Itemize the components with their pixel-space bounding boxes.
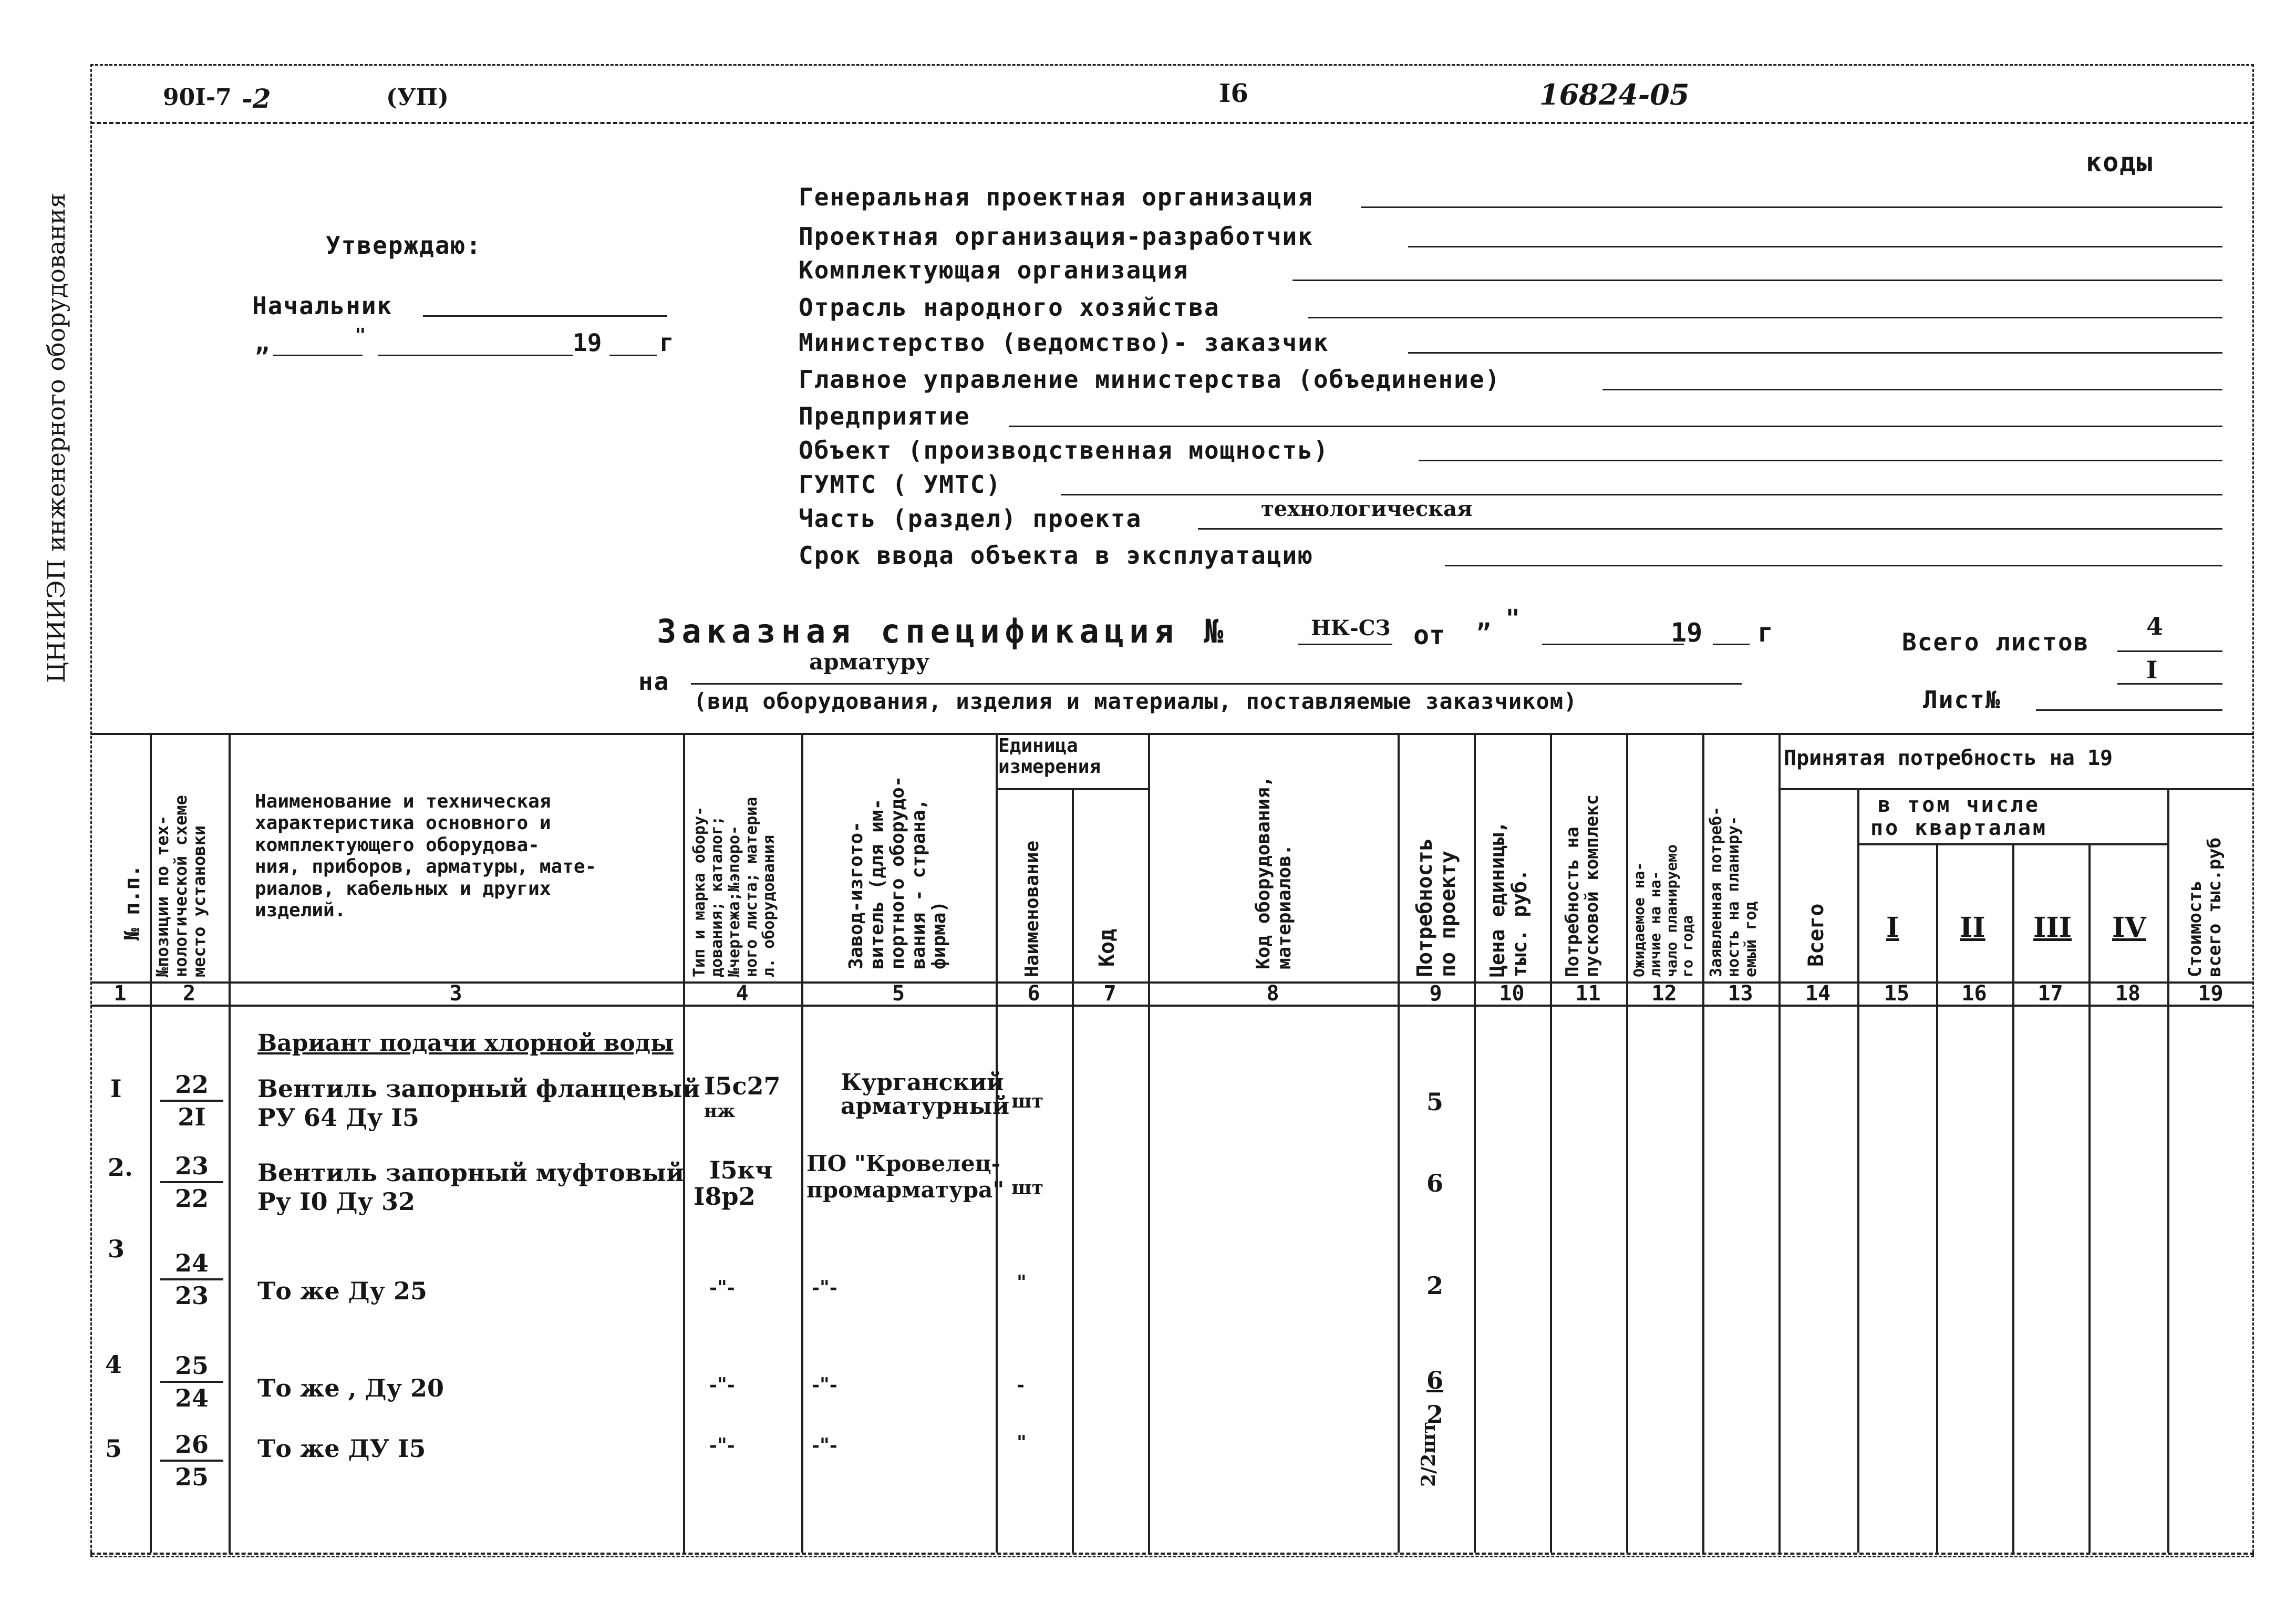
org-supply-label: Комплектующая организация [799,256,1189,284]
col-line-12 [1702,733,1704,1553]
date-close-quote: " [355,325,366,346]
col-line-17 [2088,843,2091,1553]
row-maker-1: -"- [812,1434,837,1456]
col13-header: Заявленная потреб- ность на планиру- емый год [1707,806,1760,977]
col-line-7 [1148,733,1150,1553]
row-name-1: Вентиль запорный муфтовый [257,1159,684,1187]
row-type-1: I5кч [709,1156,773,1184]
row-type-2: нж [704,1101,736,1122]
col4-header: Тип и марка обору- дования; каталог; №чертежа;№эпоро- ного листа; материа л. оборудования [690,797,778,977]
colnum: 16 [1961,981,1987,1006]
col14-header: Всего [1804,903,1828,967]
row-type-1: -"- [709,1434,735,1456]
colnum: 10 [1499,981,1525,1006]
colnum: 11 [1575,981,1601,1006]
sheet-label: Лист№ [1923,686,2001,714]
row-maker-2: промарматура" [806,1177,1005,1203]
pos-top: 25 [160,1350,223,1383]
colnum: 12 [1651,981,1677,1006]
org-ministry-line [1408,352,2222,354]
org-enterprise-label: Предприятие [799,402,970,430]
spec-subject-line [691,683,1742,685]
col-line-11 [1626,733,1628,1553]
row-unit: шт [1011,1090,1043,1112]
unit-group-header: Единица измерения [998,735,1101,778]
spec-number-line [1298,644,1392,645]
pos-top: 26 [160,1429,223,1462]
col10-header: Цена единицы, тыс. руб. [1486,821,1531,977]
spec-subject-caption: (вид оборудования, изделия и материалы, поставляемые заказчиком) [694,688,1578,714]
colnum: 1 [113,981,127,1006]
colnum: 19 [2198,981,2223,1006]
colnum: 18 [2115,981,2141,1006]
total-sheets-label: Всего листов [1902,628,2090,656]
spec-number: НК-СЗ [1311,616,1391,640]
row-qty: 2 [1426,1271,1444,1300]
org-ministry-label: Министерство (ведомство)- заказчик [799,328,1329,357]
col6-header: Наименование [1021,840,1043,977]
table-top-border [90,733,2254,735]
spec-year-suffix: г [1757,617,1774,648]
row5-note: 2/2шт [1418,1421,1440,1487]
doc-code: 90I-7 [163,84,232,111]
row-position [160,1429,223,1492]
quarter-2-header: II [1960,912,1985,944]
col-line-2 [229,733,231,1553]
row-number: 4 [105,1350,122,1379]
row-name-1: Вентиль запорный фланцевый [257,1074,700,1103]
col-line-4 [801,733,803,1553]
col5-header: Завод-изгото- витель (для им- портного оборудо- вания - страна, фирма) [845,776,950,969]
sheet-no-top-line [2117,683,2222,685]
colnum: 9 [1429,981,1442,1006]
total-sheets-value: 4 [2146,612,2164,640]
col-line-8 [1398,733,1400,1553]
org-branch-line [1308,317,2222,318]
row-maker-1: -"- [812,1277,837,1299]
spec-na: на [638,667,670,696]
col11-header: Потребность на пусковой комплекс [1562,794,1603,977]
spec-from: от [1413,620,1445,650]
row-maker-1: ПО "Кровелец- [806,1151,1001,1176]
col7-header: Код [1095,928,1119,967]
row-maker-1: Курганский [841,1069,1004,1096]
table-bottom-edge [90,1553,2254,1555]
pos-bottom: 22 [174,1184,209,1213]
quarter-1-header: I [1886,912,1899,944]
sheet-label-line [2036,709,2222,711]
colnum: 2 [182,981,196,1006]
org-term-line [1445,565,2222,566]
row-unit: - [1017,1374,1025,1396]
accepted-subheader-line [1778,788,2254,790]
row-unit: шт [1011,1177,1043,1199]
org-part-value: технологическая [1261,497,1473,521]
colnum: 13 [1728,981,1753,1006]
pos-bottom: 2I [178,1103,206,1131]
row-name-2: Ру I0 Ду 32 [257,1187,415,1216]
chief-label: Начальник [252,292,393,320]
sheet-no-value: I [2146,656,2158,684]
spec-year: 19 [1671,617,1703,648]
row-position [160,1248,223,1311]
side-stamp: ЦНИИЭП инженерного оборудования [42,193,70,683]
row-position [160,1069,223,1132]
org-part-line [1198,528,2222,530]
col-line-10 [1550,733,1552,1553]
quarter-3-header: III [2033,912,2072,944]
col-line-18 [2167,788,2169,1553]
col-line-13 [1778,733,1781,1553]
doc-album: (УП) [386,84,449,111]
colnum: 14 [1805,981,1831,1006]
colnum: 8 [1266,981,1279,1006]
col-line-15 [1936,843,1938,1553]
row-number: 3 [108,1235,125,1263]
row-qty: 2 [1426,1400,1444,1429]
row-name-1: То же ДУ I5 [257,1434,426,1463]
date-year: 19 [573,328,602,357]
pos-top: 22 [160,1069,223,1102]
colnum: 4 [736,981,749,1006]
accepted-header: Принятая потребность на 19 [1784,746,2113,770]
col1-header: № п.п. [120,864,144,940]
row-qty: 6 [1426,1366,1444,1394]
col-line-16 [2012,843,2014,1553]
header-divider [90,122,2254,124]
org-gumts-label: ГУМТС ( УМТС) [799,470,1002,499]
org-object-line [1419,460,2222,461]
org-general-label: Генеральная проектная организация [799,183,1314,211]
row-position [160,1151,223,1214]
row-maker-2: арматурный [841,1093,1010,1120]
col-line-9 [1474,733,1476,1553]
org-main-dept-label: Главное управление министерства (объединение) [799,365,1501,394]
col8-header: Код оборудования, материалов. [1253,776,1295,969]
row-type-1: -"- [709,1374,735,1396]
page-number: I6 [1219,79,1248,108]
col19-header: Стоимость всего тыс.руб [2185,837,2226,977]
colnum: 15 [1884,981,1910,1006]
pos-top: 24 [160,1248,223,1280]
pos-bottom: 25 [174,1463,209,1491]
row-qty: 6 [1426,1169,1444,1197]
row-name-1: То же Ду 25 [257,1277,428,1305]
codes-label: коды [2086,147,2154,178]
col3-header: Наименование и техническая характеристика основного и комплектующего оборудова- ния, приборов, арматуры, мате- риалов, кабельных и других изделий. [255,791,597,921]
spec-date-quotes: „ " [1476,604,1521,633]
row-name-2: РУ 64 Ду I5 [257,1103,419,1132]
pos-top: 23 [160,1151,223,1183]
col-line-6 [1072,788,1074,1553]
org-enterprise-line [1009,426,2222,427]
org-object-label: Объект (производственная мощность) [799,436,1329,464]
col12-header: Ожидаемое на- личие на на- чало планируемо го года [1630,844,1697,977]
row-maker-1: -"- [812,1374,837,1396]
org-part-label: Часть (раздел) проекта [799,504,1142,533]
approve-label: Утверждаю: [326,231,482,260]
row-number: I [110,1074,122,1103]
col2-header: №позиции по тех- нологической схеме место установки [152,795,210,977]
row-number: 2. [108,1153,133,1182]
org-developer-label: Проектная организация-разработчик [799,222,1314,251]
spec-subject: арматуру [809,649,930,675]
date-open-quote: „ [255,328,270,357]
pos-bottom: 24 [174,1384,209,1412]
pos-bottom: 23 [174,1281,209,1310]
org-gumts-line [1061,494,2222,495]
row-qty: 5 [1426,1088,1444,1116]
col-line-3 [683,733,685,1553]
colnum: 17 [2038,981,2063,1006]
chief-line [423,315,667,317]
colnum: 3 [449,981,462,1006]
org-developer-line [1408,246,2222,247]
date-day-line [273,355,363,356]
colnum: 7 [1103,981,1116,1006]
row-name-1: То же , Ду 20 [257,1374,444,1402]
spec-year-line [1713,644,1750,645]
row-type-1: -"- [709,1277,735,1299]
org-branch-label: Отрасль народного хозяйства [799,293,1220,322]
org-main-dept-line [1602,389,2222,390]
row-type-1: I5с27 [704,1072,781,1100]
org-term-label: Срок ввода объекта в эксплуатацию [799,541,1314,570]
spec-title: Заказная спецификация № [657,612,1229,650]
doc-variant: -2 [242,83,271,114]
quarters-header: в том числе по кварталам [1870,793,2047,840]
col-line-1 [150,733,152,1553]
col9-header: Потребность по проекту [1413,838,1460,977]
row-number: 5 [105,1434,122,1463]
variant-title: Вариант подачи хлорной воды [257,1030,674,1057]
sheet-code: 16824-05 [1539,78,1690,111]
colnum: 5 [892,981,905,1006]
row-position [160,1350,223,1413]
row-unit: " [1017,1271,1027,1294]
date-month-line [378,355,573,356]
org-supply-line [1292,280,2222,281]
row-type-2: I8р2 [694,1182,756,1211]
spec-date-line [1542,644,1684,645]
org-general-line [1361,206,2222,208]
total-sheets-line [2117,650,2222,652]
col-line-14 [1857,788,1859,1553]
colnum: 6 [1027,981,1040,1006]
row-unit: " [1017,1432,1027,1454]
quarter-4-header: IV [2112,912,2146,944]
col-line-5 [996,733,998,1553]
date-year-suffix: г [659,328,674,357]
date-year-line [609,355,657,356]
